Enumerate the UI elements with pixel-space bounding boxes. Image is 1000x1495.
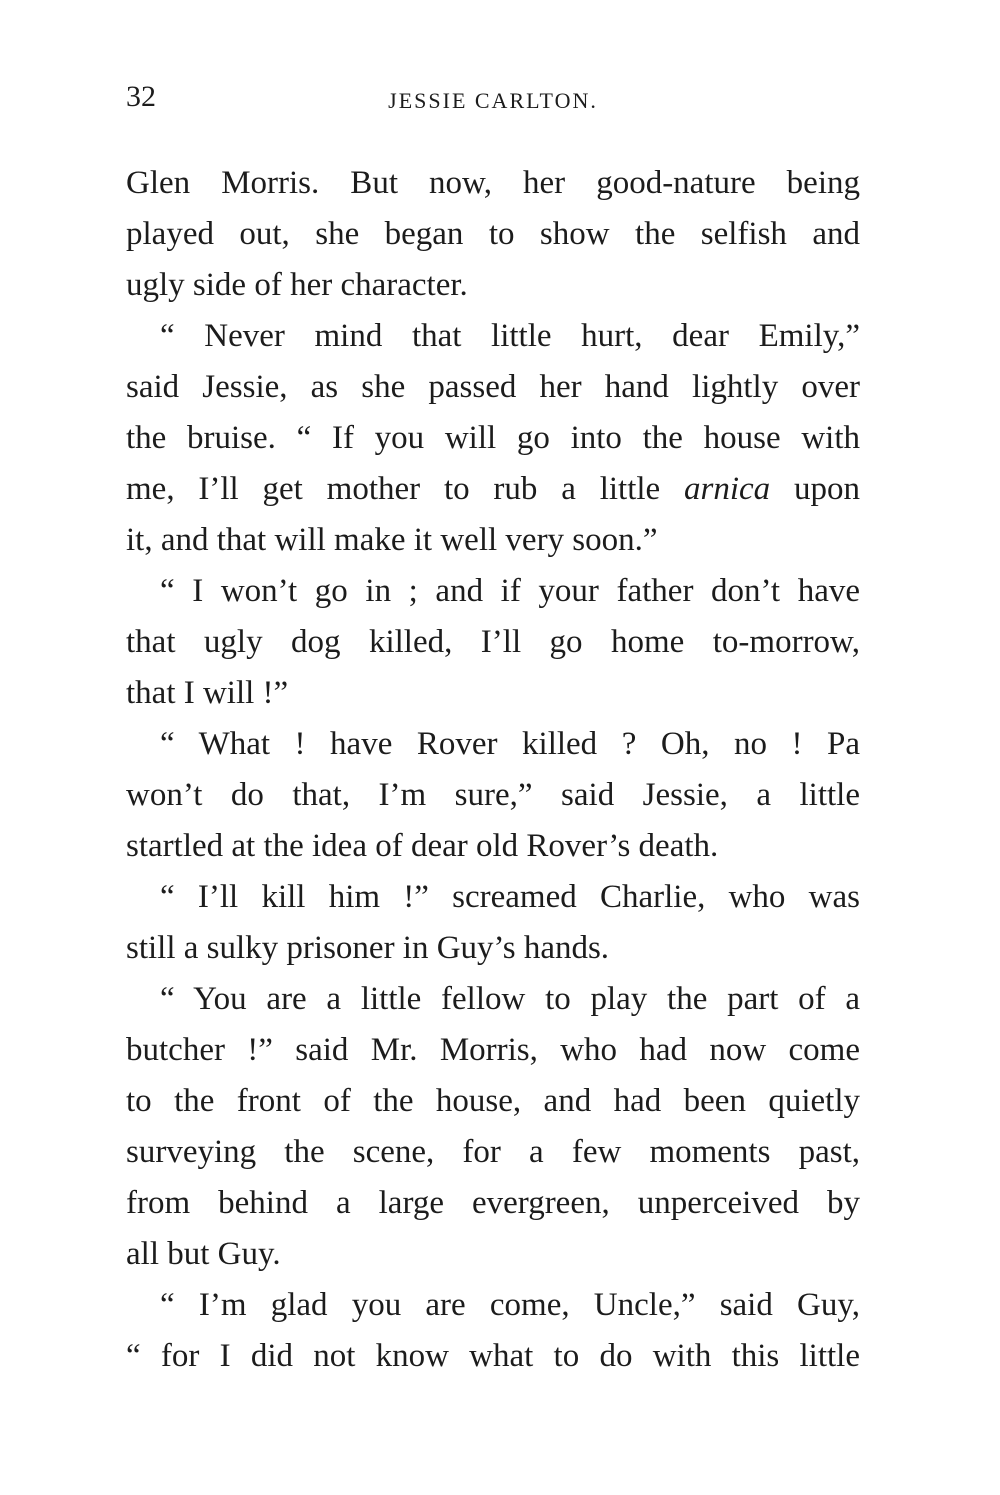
text-line: from behind a large evergreen, unperceived by xyxy=(126,1185,860,1221)
text-line: “ for I did not know what to do with this little xyxy=(126,1338,860,1374)
text-line: that I will !” xyxy=(126,675,289,711)
text-line: played out, she began to show the selfish and xyxy=(126,216,860,252)
text-line: surveying the scene, for a few moments past, xyxy=(126,1134,860,1170)
text-line: still a sulky prisoner in Guy’s hands. xyxy=(126,930,610,966)
text-line: won’t do that, I’m sure,” said Jessie, a little xyxy=(126,777,860,813)
page-number: 32 xyxy=(126,80,156,113)
text-line: the bruise. “ If you will go into the house with xyxy=(126,420,860,456)
text-line: butcher !” said Mr. Morris, who had now come xyxy=(126,1032,860,1068)
text-line: ugly side of her character. xyxy=(126,267,468,303)
text-line: “ I won’t go in ; and if your father don’t have xyxy=(160,573,860,609)
body-text xyxy=(126,158,860,1382)
text-line: it, and that will make it well very soon.” xyxy=(126,522,658,558)
text-line: “ You are a little fellow to play the part of a xyxy=(160,981,860,1017)
text-line: “ I’m glad you are come, Uncle,” said Guy, xyxy=(160,1287,860,1323)
text-line: “ I’ll kill him !” screamed Charlie, who was xyxy=(160,879,860,915)
text-segment: upon xyxy=(794,471,861,507)
italic-word: arnica xyxy=(684,471,771,507)
text-line: “ Never mind that little hurt, dear Emily,” xyxy=(160,318,860,354)
text-segment: me, I’ll get mother to rub a little xyxy=(126,471,661,507)
text-line: that ugly dog killed, I’ll go home to-morrow, xyxy=(126,624,860,660)
text-line xyxy=(126,464,860,515)
text-line: “ What ! have Rover killed ? Oh, no ! Pa xyxy=(160,726,860,762)
text-line: all but Guy. xyxy=(126,1236,281,1272)
text-line: Glen Morris. But now, her good-nature being xyxy=(126,165,860,201)
running-head: JESSIE CARLTON. xyxy=(388,88,598,113)
text-line: to the front of the house, and had been quietly xyxy=(126,1083,860,1119)
text-line: said Jessie, as she passed her hand lightly over xyxy=(126,369,860,405)
page-header xyxy=(126,80,860,120)
text-line: startled at the idea of dear old Rover’s death. xyxy=(126,828,719,864)
